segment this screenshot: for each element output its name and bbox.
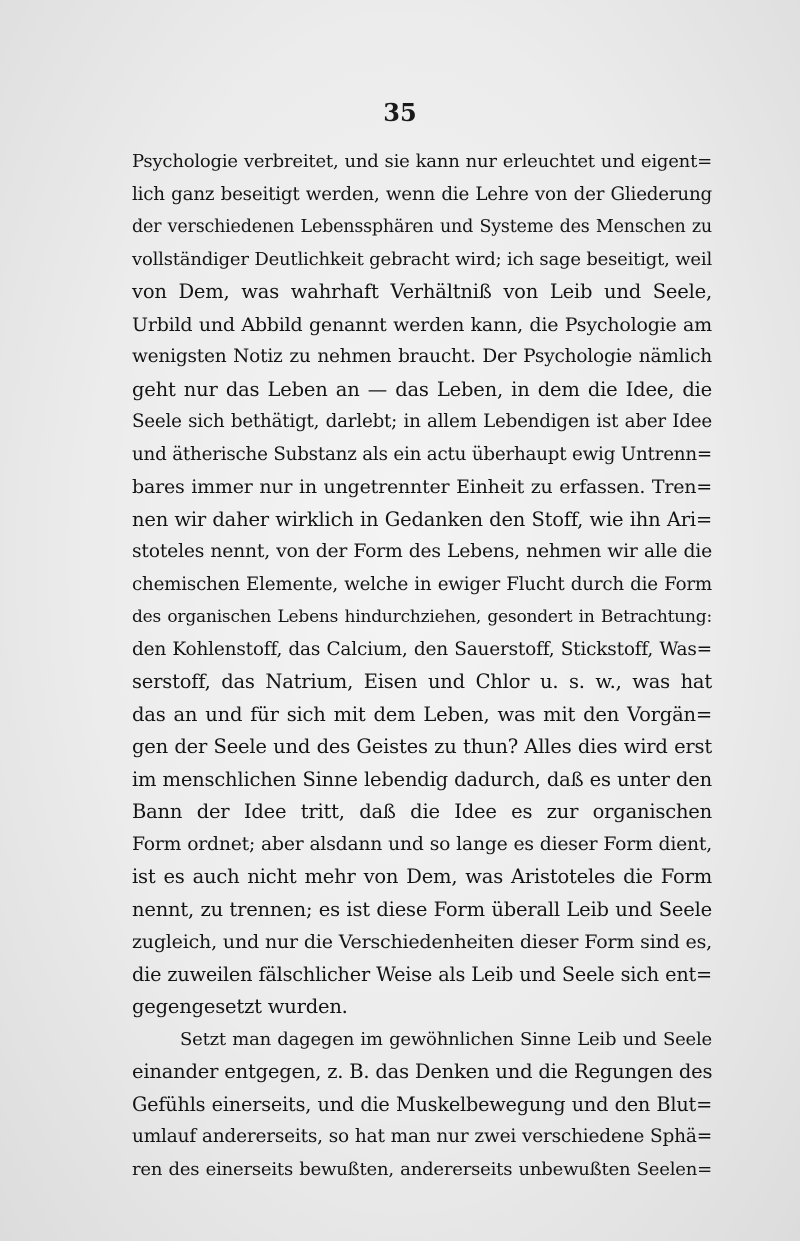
text-line-paragraph-start: Setzt man dagegen im gewöhnlichen Sinne Leib und Seele <box>180 1028 712 1050</box>
text-line: wenigsten Notiz zu nehmen braucht. Der Psychologie nämlich <box>132 346 712 367</box>
text-line: nen wir daher wirklich in Gedanken den Stoff, wie ihn Ari= <box>132 507 712 531</box>
page-number: 35 <box>383 98 417 127</box>
text-line: serstoff, das Natrium, Eisen und Chlor u. s. w., was hat <box>132 670 712 693</box>
text-line: Bann der Idee tritt, daß die Idee es zur organischen <box>132 800 712 823</box>
text-line: ren des einerseits bewußten, andererseits unbewußten Seelen= <box>132 1158 712 1180</box>
text-line: das an und für sich mit dem Leben, was mit den Vorgän= <box>132 702 712 726</box>
text-line: zugleich, und nur die Verschiedenheiten dieser Form sind es, <box>132 931 712 953</box>
text-line: die zuweilen fälschlicher Weise als Leib und Seele sich ent= <box>132 962 712 986</box>
text-line: einander entgegen, z. B. das Denken und die Regungen des <box>132 1060 713 1083</box>
text-line: des organischen Lebens hindurchziehen, gesondert in Betrachtung: <box>132 607 712 627</box>
text-line: den Kohlenstoff, das Calcium, den Sauerstoff, Stickstoff, Was= <box>132 638 712 660</box>
text-line: nennt, zu trennen; es ist diese Form überall Leib und Seele <box>132 897 712 921</box>
text-line: ist es auch nicht mehr von Dem, was Aristoteles die Form <box>132 865 712 888</box>
text-line: im menschlichen Sinne lebendig dadurch, daß es unter den <box>132 767 712 791</box>
text-line: der verschiedenen Lebenssphären und Systeme des Menschen zu <box>132 217 712 237</box>
text-line: Gefühls einerseits, und die Muskelbewegung und den Blut= <box>132 1092 712 1116</box>
text-line: Urbild und Abbild genannt werden kann, die Psychologie am <box>132 313 712 336</box>
text-line: und ätherische Substanz als ein actu überhaupt ewig Untrenn= <box>132 443 712 465</box>
text-line-paragraph-end: gegengesetzt wurden. <box>132 995 348 1018</box>
text-line: gen der Seele und des Geistes zu thun? Alles dies wird erst <box>132 735 712 758</box>
text-line: Psychologie verbreitet, und sie kann nur erleuchtet und eigent= <box>132 151 712 172</box>
text-line: Form ordnet; aber alsdann und so lange es dieser Form dient, <box>132 833 712 855</box>
text-line: bares immer nur in ungetrennter Einheit zu erfassen. Tren= <box>132 476 712 498</box>
text-line: stoteles nennt, von der Form des Lebens, nehmen wir alle die <box>132 541 712 562</box>
text-line: chemischen Elemente, welche in ewiger Flucht durch die Form <box>132 573 712 595</box>
body-text <box>132 146 712 1186</box>
text-line: vollständiger Deutlichkeit gebracht wird; ich sage beseitigt, weil <box>132 248 712 270</box>
text-line: lich ganz beseitigt werden, wenn die Lehre von der Gliederung <box>132 183 712 205</box>
text-line: geht nur das Leben an — das Leben, in dem die Idee, die <box>132 377 712 401</box>
text-line: Seele sich bethätigt, darlebt; in allem Lebendigen ist aber Idee <box>132 411 712 432</box>
text-line: von Dem, was wahrhaft Verhältniß von Leib und Seele, <box>132 280 712 303</box>
text-line: umlauf andererseits, so hat man nur zwei verschiedene Sphä= <box>132 1126 712 1147</box>
